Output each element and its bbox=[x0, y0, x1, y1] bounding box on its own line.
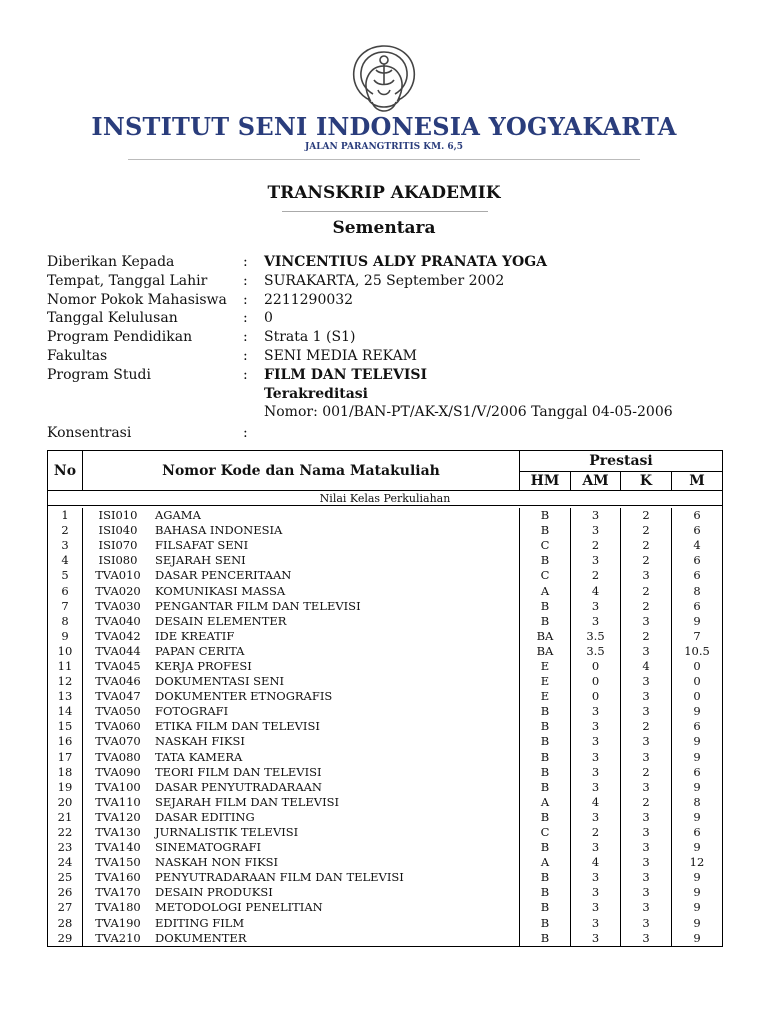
info-value: Strata 1 (S1) bbox=[264, 329, 356, 346]
grade-hm: A bbox=[520, 855, 571, 870]
table-row bbox=[48, 659, 723, 674]
grade-hm: B bbox=[520, 885, 571, 900]
course-code: TVA050 bbox=[83, 704, 154, 719]
row-number: 8 bbox=[48, 614, 83, 629]
course-code: TVA210 bbox=[83, 931, 154, 947]
course-name: TATA KAMERA bbox=[155, 749, 243, 764]
credits-k: 3 bbox=[621, 825, 672, 840]
info-separator: : bbox=[243, 272, 248, 289]
row-number: 21 bbox=[48, 810, 83, 825]
credits-k: 3 bbox=[621, 689, 672, 704]
table-row bbox=[48, 568, 723, 583]
column-header-m: M bbox=[672, 472, 723, 491]
row-number: 16 bbox=[48, 734, 83, 749]
column-header-course: Nomor Kode dan Nama Matakuliah bbox=[83, 451, 520, 491]
info-value-group bbox=[264, 366, 673, 422]
info-label: Nomor Pokok Mahasiswa bbox=[47, 291, 227, 308]
row-number: 4 bbox=[48, 553, 83, 568]
row-number: 9 bbox=[48, 629, 83, 644]
course-name: SINEMATOGRAFI bbox=[155, 840, 262, 855]
course-code: TVA110 bbox=[83, 795, 154, 810]
info-value: VINCENTIUS ALDY PRANATA YOGA bbox=[264, 254, 548, 270]
row-number: 3 bbox=[48, 538, 83, 553]
credits-k: 3 bbox=[621, 614, 672, 629]
table-row bbox=[48, 810, 723, 825]
score-m: 0 bbox=[672, 674, 723, 689]
grade-hm: A bbox=[520, 795, 571, 810]
info-separator: : bbox=[243, 347, 248, 364]
grade-hm: B bbox=[520, 840, 571, 855]
column-header-no: No bbox=[48, 451, 83, 491]
table-row bbox=[48, 870, 723, 885]
info-row-birth bbox=[47, 272, 673, 291]
info-row-concentration bbox=[47, 424, 673, 443]
info-row-study-program bbox=[47, 366, 673, 422]
grade-am: 3 bbox=[571, 734, 621, 749]
grade-am: 3 bbox=[571, 765, 621, 780]
title-divider bbox=[282, 211, 488, 212]
grade-am: 3 bbox=[571, 916, 621, 931]
info-separator: : bbox=[243, 425, 248, 442]
course-name: SEJARAH FILM DAN TELEVISI bbox=[155, 794, 340, 809]
row-number: 28 bbox=[48, 916, 83, 931]
row-number: 15 bbox=[48, 719, 83, 734]
grade-am: 3 bbox=[571, 900, 621, 915]
score-m: 6 bbox=[672, 599, 723, 614]
course-code: TVA160 bbox=[83, 870, 154, 885]
document-title: TRANSKRIP AKADEMIK bbox=[267, 183, 501, 203]
grade-hm: B bbox=[520, 780, 571, 795]
score-m: 4 bbox=[672, 538, 723, 553]
grade-hm: B bbox=[520, 523, 571, 538]
grade-am: 0 bbox=[571, 674, 621, 689]
row-number: 18 bbox=[48, 765, 83, 780]
row-number: 26 bbox=[48, 885, 83, 900]
grade-hm: B bbox=[520, 765, 571, 780]
course-name: PENYUTRADARAAN FILM DAN TELEVISI bbox=[155, 870, 404, 885]
grade-am: 0 bbox=[571, 689, 621, 704]
grade-am: 3 bbox=[571, 614, 621, 629]
institution-logo bbox=[346, 40, 422, 118]
table-row bbox=[48, 885, 723, 900]
credits-k: 2 bbox=[621, 629, 672, 644]
grade-am: 4 bbox=[571, 583, 621, 598]
course-name: ETIKA FILM DAN TELEVISI bbox=[155, 719, 320, 734]
table-row bbox=[48, 599, 723, 614]
grade-hm: B bbox=[520, 810, 571, 825]
credits-k: 2 bbox=[621, 719, 672, 734]
grade-hm: A bbox=[520, 583, 571, 598]
course-name: KERJA PROFESI bbox=[155, 658, 252, 673]
section-label: Nilai Kelas Perkuliahan bbox=[48, 491, 723, 506]
course-name: IDE KREATIF bbox=[155, 628, 235, 643]
course-name: DOKUMENTER bbox=[153, 931, 520, 947]
row-number: 13 bbox=[48, 689, 83, 704]
grade-am: 3 bbox=[571, 553, 621, 568]
row-number: 20 bbox=[48, 795, 83, 810]
course-name: NASKAH NON FIKSI bbox=[155, 855, 279, 870]
table-row bbox=[48, 931, 723, 947]
table-row bbox=[48, 765, 723, 780]
score-m: 0 bbox=[672, 689, 723, 704]
credits-k: 2 bbox=[621, 508, 672, 523]
grade-hm: B bbox=[520, 508, 571, 523]
grade-am: 3 bbox=[571, 931, 621, 947]
grade-hm: B bbox=[520, 704, 571, 719]
credits-k: 2 bbox=[621, 583, 672, 598]
course-name: METODOLOGI PENELITIAN bbox=[155, 900, 323, 915]
grade-am: 0 bbox=[571, 659, 621, 674]
table-row bbox=[48, 719, 723, 734]
table-row bbox=[48, 583, 723, 598]
grade-am: 3 bbox=[571, 870, 621, 885]
grade-am: 3 bbox=[571, 704, 621, 719]
course-name: DASAR PENYUTRADARAAN bbox=[155, 779, 322, 794]
info-label: Konsentrasi bbox=[47, 425, 132, 442]
grade-am: 2 bbox=[571, 825, 621, 840]
course-code: TVA180 bbox=[83, 900, 154, 915]
credits-k: 3 bbox=[621, 885, 672, 900]
credits-k: 3 bbox=[621, 810, 672, 825]
accreditation-label: Terakreditasi bbox=[264, 385, 368, 402]
document-subtitle: Sementara bbox=[332, 218, 436, 238]
row-number: 1 bbox=[48, 508, 83, 523]
grade-hm: E bbox=[520, 674, 571, 689]
course-code: TVA045 bbox=[83, 659, 154, 674]
column-header-k: K bbox=[621, 472, 672, 491]
credits-k: 2 bbox=[621, 765, 672, 780]
course-code: TVA047 bbox=[83, 689, 154, 704]
course-code: ISI070 bbox=[83, 538, 154, 553]
course-name: FILSAFAT SENI bbox=[155, 538, 249, 553]
credits-k: 3 bbox=[621, 916, 672, 931]
course-name: FOTOGRAFI bbox=[155, 704, 229, 719]
table-row bbox=[48, 553, 723, 568]
score-m: 12 bbox=[672, 855, 723, 870]
course-name: AGAMA bbox=[155, 508, 201, 523]
course-code: ISI080 bbox=[83, 553, 154, 568]
column-header-hm: HM bbox=[520, 472, 571, 491]
grade-am: 3 bbox=[571, 840, 621, 855]
course-code: TVA130 bbox=[83, 825, 154, 840]
course-name: DASAR PENCERITAAN bbox=[155, 568, 292, 583]
table-row bbox=[48, 689, 723, 704]
grade-am: 2 bbox=[571, 538, 621, 553]
course-name: DESAIN ELEMENTER bbox=[155, 613, 287, 628]
credits-k: 3 bbox=[621, 900, 672, 915]
course-code: TVA044 bbox=[83, 644, 154, 659]
info-value: 0 bbox=[264, 310, 273, 327]
course-name: KOMUNIKASI MASSA bbox=[155, 583, 286, 598]
credits-k: 3 bbox=[621, 870, 672, 885]
course-name: BAHASA INDONESIA bbox=[155, 523, 283, 538]
table-row bbox=[48, 734, 723, 749]
score-m: 9 bbox=[672, 734, 723, 749]
course-code: TVA120 bbox=[83, 810, 154, 825]
table-row bbox=[48, 916, 723, 931]
course-code: TVA170 bbox=[83, 885, 154, 900]
accreditation-number: Nomor: 001/BAN-PT/AK-X/S1/V/2006 Tanggal 04-05-2006 bbox=[264, 404, 673, 421]
grade-am: 3 bbox=[571, 719, 621, 734]
header-divider bbox=[128, 159, 640, 160]
table-row bbox=[48, 704, 723, 719]
course-code: TVA070 bbox=[83, 734, 154, 749]
score-m: 6 bbox=[672, 523, 723, 538]
score-m: 9 bbox=[672, 614, 723, 629]
score-m: 8 bbox=[672, 583, 723, 598]
course-code: TVA150 bbox=[83, 855, 154, 870]
score-m: 6 bbox=[672, 825, 723, 840]
grade-am: 3 bbox=[571, 885, 621, 900]
table-row bbox=[48, 523, 723, 538]
credits-k: 2 bbox=[621, 795, 672, 810]
course-code: TVA080 bbox=[83, 750, 154, 765]
row-number: 14 bbox=[48, 704, 83, 719]
grade-hm: E bbox=[520, 659, 571, 674]
row-number: 2 bbox=[48, 523, 83, 538]
grade-hm: B bbox=[520, 870, 571, 885]
grade-hm: B bbox=[520, 750, 571, 765]
course-name: DOKUMENTER ETNOGRAFIS bbox=[155, 689, 333, 704]
course-code: TVA100 bbox=[83, 780, 154, 795]
grade-hm: B bbox=[520, 931, 571, 947]
info-row-name bbox=[47, 253, 673, 272]
score-m: 6 bbox=[672, 765, 723, 780]
score-m: 9 bbox=[672, 840, 723, 855]
table-row bbox=[48, 795, 723, 810]
credits-k: 3 bbox=[621, 568, 672, 583]
grade-hm: B bbox=[520, 599, 571, 614]
course-code: TVA046 bbox=[83, 674, 154, 689]
credits-k: 2 bbox=[621, 553, 672, 568]
row-number: 23 bbox=[48, 840, 83, 855]
credits-k: 2 bbox=[621, 523, 672, 538]
score-m: 6 bbox=[672, 508, 723, 523]
grade-am: 3 bbox=[571, 523, 621, 538]
grade-am: 2 bbox=[571, 568, 621, 583]
credits-k: 3 bbox=[621, 840, 672, 855]
score-m: 6 bbox=[672, 568, 723, 583]
table-row bbox=[48, 840, 723, 855]
transcript-table bbox=[47, 450, 723, 947]
score-m: 9 bbox=[672, 885, 723, 900]
row-number: 19 bbox=[48, 780, 83, 795]
info-label: Program Studi bbox=[47, 366, 151, 383]
course-code: TVA010 bbox=[83, 568, 154, 583]
score-m: 9 bbox=[672, 870, 723, 885]
credits-k: 3 bbox=[621, 855, 672, 870]
score-m: 9 bbox=[672, 900, 723, 915]
info-row-program bbox=[47, 328, 673, 347]
grade-hm: B bbox=[520, 614, 571, 629]
table-row bbox=[48, 825, 723, 840]
credits-k: 4 bbox=[621, 659, 672, 674]
table-row bbox=[48, 538, 723, 553]
course-name: DESAIN PRODUKSI bbox=[155, 885, 273, 900]
course-code: ISI040 bbox=[83, 523, 154, 538]
row-number: 24 bbox=[48, 855, 83, 870]
row-number: 25 bbox=[48, 870, 83, 885]
course-name: EDITING FILM bbox=[155, 915, 245, 930]
course-code: ISI010 bbox=[83, 508, 154, 523]
grade-am: 3 bbox=[571, 508, 621, 523]
credits-k: 3 bbox=[621, 750, 672, 765]
score-m: 7 bbox=[672, 629, 723, 644]
grade-am: 3.5 bbox=[571, 644, 621, 659]
institution-name: INSTITUT SENI INDONESIA YOGYAKARTA bbox=[91, 112, 677, 141]
course-code: TVA190 bbox=[83, 916, 154, 931]
info-separator: : bbox=[243, 366, 248, 383]
course-code: TVA020 bbox=[83, 583, 154, 598]
course-code: TVA040 bbox=[83, 614, 154, 629]
info-label: Tempat, Tanggal Lahir bbox=[47, 272, 208, 289]
info-separator: : bbox=[243, 291, 248, 308]
credits-k: 3 bbox=[621, 644, 672, 659]
info-value bbox=[264, 424, 673, 443]
row-number: 6 bbox=[48, 583, 83, 598]
table-row bbox=[48, 900, 723, 915]
credits-k: 3 bbox=[621, 780, 672, 795]
institution-address: JALAN PARANGTRITIS KM. 6,5 bbox=[304, 142, 464, 152]
credits-k: 2 bbox=[621, 538, 672, 553]
table-row bbox=[48, 629, 723, 644]
score-m: 8 bbox=[672, 795, 723, 810]
table-row bbox=[48, 644, 723, 659]
info-separator: : bbox=[243, 254, 248, 270]
course-name: PENGANTAR FILM DAN TELEVISI bbox=[155, 598, 361, 613]
score-m: 9 bbox=[672, 916, 723, 931]
table-row bbox=[48, 780, 723, 795]
row-number: 10 bbox=[48, 644, 83, 659]
course-code: TVA090 bbox=[83, 765, 154, 780]
table-row bbox=[48, 674, 723, 689]
credits-k: 2 bbox=[621, 599, 672, 614]
score-m: 10.5 bbox=[672, 644, 723, 659]
grade-hm: B bbox=[520, 900, 571, 915]
credits-k: 3 bbox=[621, 734, 672, 749]
score-m: 6 bbox=[672, 719, 723, 734]
row-number: 12 bbox=[48, 674, 83, 689]
row-number: 29 bbox=[48, 931, 83, 947]
info-separator: : bbox=[243, 310, 248, 327]
grade-am: 3 bbox=[571, 599, 621, 614]
info-row-graduation bbox=[47, 309, 673, 328]
course-code: TVA042 bbox=[83, 629, 154, 644]
course-name: PAPAN CERITA bbox=[155, 643, 245, 658]
grade-hm: C bbox=[520, 568, 571, 583]
table-row bbox=[48, 508, 723, 523]
course-code: TVA140 bbox=[83, 840, 154, 855]
grade-hm: E bbox=[520, 689, 571, 704]
grade-hm: B bbox=[520, 719, 571, 734]
credits-k: 3 bbox=[621, 704, 672, 719]
credits-k: 3 bbox=[621, 674, 672, 689]
row-number: 11 bbox=[48, 659, 83, 674]
course-name: NASKAH FIKSI bbox=[155, 734, 245, 749]
info-row-npm bbox=[47, 291, 673, 310]
row-number: 27 bbox=[48, 900, 83, 915]
table-row bbox=[48, 750, 723, 765]
grade-hm: B bbox=[520, 916, 571, 931]
student-info bbox=[47, 253, 673, 443]
grade-am: 3.5 bbox=[571, 629, 621, 644]
grade-hm: B bbox=[520, 734, 571, 749]
table-row bbox=[48, 614, 723, 629]
column-header-prestasi: Prestasi bbox=[520, 451, 723, 472]
score-m: 9 bbox=[672, 704, 723, 719]
grade-am: 3 bbox=[571, 810, 621, 825]
column-header-am: AM bbox=[571, 472, 621, 491]
info-label: Diberikan Kepada bbox=[47, 254, 175, 270]
grade-hm: C bbox=[520, 538, 571, 553]
score-m: 9 bbox=[672, 780, 723, 795]
info-label: Tanggal Kelulusan bbox=[47, 310, 178, 327]
course-name: JURNALISTIK TELEVISI bbox=[155, 825, 299, 840]
info-separator: : bbox=[243, 329, 248, 346]
grade-am: 3 bbox=[571, 750, 621, 765]
row-number: 22 bbox=[48, 825, 83, 840]
score-m: 6 bbox=[672, 553, 723, 568]
info-value: FILM DAN TELEVISI bbox=[264, 366, 428, 383]
course-name: SEJARAH SENI bbox=[155, 553, 246, 568]
course-name: DOKUMENTASI SENI bbox=[155, 674, 285, 689]
table-row bbox=[48, 855, 723, 870]
score-m: 9 bbox=[672, 810, 723, 825]
info-label: Program Pendidikan bbox=[47, 329, 193, 346]
score-m: 9 bbox=[672, 931, 723, 947]
info-row-faculty bbox=[47, 347, 673, 366]
grade-hm: BA bbox=[520, 629, 571, 644]
row-number: 7 bbox=[48, 599, 83, 614]
info-label: Fakultas bbox=[47, 347, 108, 364]
grade-am: 3 bbox=[571, 780, 621, 795]
grade-am: 4 bbox=[571, 795, 621, 810]
grade-hm: C bbox=[520, 825, 571, 840]
row-number: 5 bbox=[48, 568, 83, 583]
course-code: TVA030 bbox=[83, 599, 154, 614]
grade-hm: B bbox=[520, 553, 571, 568]
credits-k: 3 bbox=[621, 931, 672, 947]
info-value: SURAKARTA, 25 September 2002 bbox=[264, 272, 505, 289]
score-m: 9 bbox=[672, 750, 723, 765]
course-name: TEORI FILM DAN TELEVISI bbox=[155, 764, 322, 779]
course-name: DASAR EDITING bbox=[155, 809, 255, 824]
grade-am: 4 bbox=[571, 855, 621, 870]
info-value: 2211290032 bbox=[264, 291, 354, 308]
row-number: 17 bbox=[48, 750, 83, 765]
score-m: 0 bbox=[672, 659, 723, 674]
info-value: SENI MEDIA REKAM bbox=[264, 347, 418, 364]
course-code: TVA060 bbox=[83, 719, 154, 734]
grade-hm: BA bbox=[520, 644, 571, 659]
